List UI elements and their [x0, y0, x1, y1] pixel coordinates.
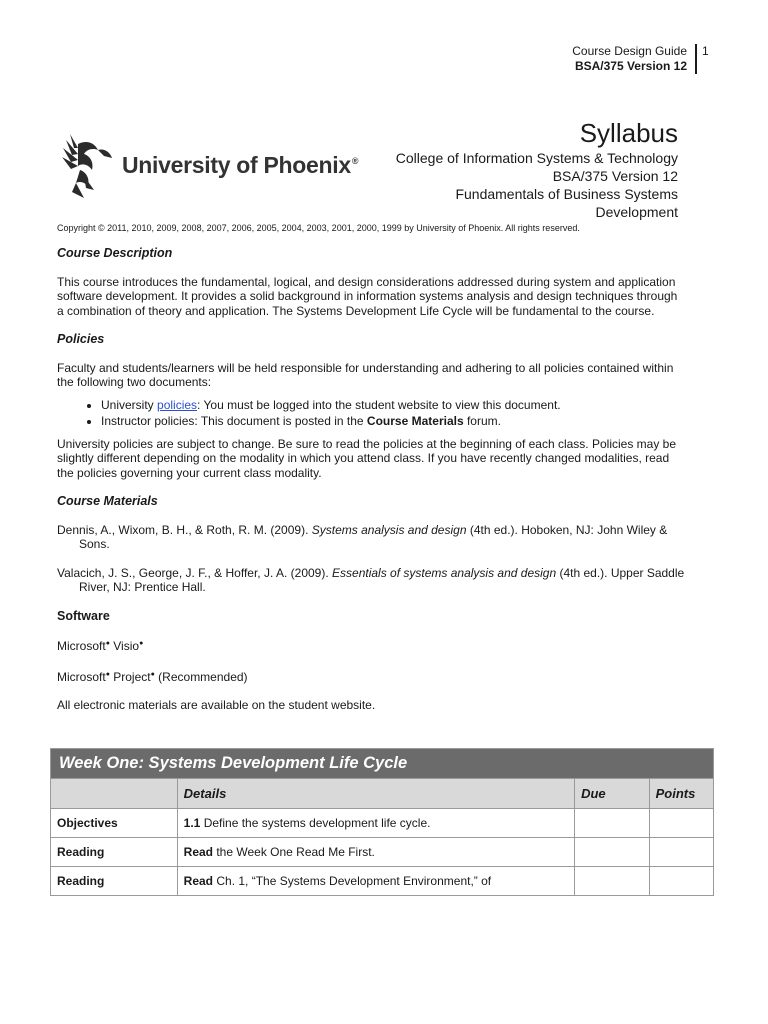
university-logo [60, 130, 370, 202]
reference-valacich: Valacich, J. S., George, J. F., & Hoffer, J. A. (2009). Essentials of systems analysis and design (4th ed.). Upper Saddle River, NJ: Prentice Hall. [57, 565, 685, 594]
policies-link[interactable]: policies [157, 397, 198, 412]
software-visio: Microsoft● Visio● [57, 639, 144, 653]
table-row [51, 809, 714, 838]
college-name: College of Information Systems & Technology [395, 150, 678, 166]
row-details: Read the Week One Read Me First. [177, 838, 574, 867]
row-due [575, 809, 650, 838]
running-header [572, 44, 697, 74]
materials-availability-note: All electronic materials are available on the student website. [57, 698, 376, 712]
row-details: 1.1 Define the systems development life cycle. [177, 809, 574, 838]
course-description-text: This course introduces the fundamental, logical, and design considerations addressed during system and application software development. It provides a solid background in information systems analysis and design techniques through a combination of theory and application. The Systems Development Life Cycle will be fundamental to the course. [57, 274, 678, 318]
row-label: Reading [51, 867, 178, 896]
course-code: BSA/375 Version 12 [552, 168, 678, 184]
table-row [51, 838, 714, 867]
list-item: • Instructor policies: This document is posted in the Course Materials forum. [101, 414, 687, 429]
table-row [51, 867, 714, 896]
row-label: Objectives [51, 809, 178, 838]
row-label: Reading [51, 838, 178, 867]
header-blank [51, 779, 178, 809]
header-due: Due [575, 779, 650, 809]
logo-wordmark: University of Phoenix® [122, 152, 359, 178]
week-banner: Week One: Systems Development Life Cycle [51, 749, 714, 779]
row-due [575, 838, 650, 867]
header-points: Points [649, 779, 713, 809]
policies-heading: Policies [57, 332, 105, 346]
row-points [649, 838, 713, 867]
table-header-row [51, 779, 714, 809]
page-number: 1 [702, 44, 709, 58]
course-version-label: BSA/375 Version 12 [574, 59, 687, 73]
week-one-table [50, 748, 714, 896]
row-due [575, 867, 650, 896]
reference-dennis: Dennis, A., Wixom, B. H., & Roth, R. M. (2009). Systems analysis and design (4th ed.). Hoboken, NJ: John Wiley & Sons. [57, 522, 668, 551]
policies-list [57, 398, 687, 429]
software-heading: Software [57, 608, 110, 623]
policies-note: University policies are subject to change. Be sure to read the policies at the beginning of each class. Policies may be slightly different depending on the modality in which you attend class. If you have recently changed modalities, read the policies governing your current class modality. [57, 436, 677, 480]
course-name-cont: Development [595, 204, 678, 220]
syllabus-body [57, 246, 687, 727]
list-item: • University policies: You must be logged into the student website to view this document. [101, 398, 687, 413]
row-details: Read Ch. 1, “The Systems Development Environment,” of [177, 867, 574, 896]
week-banner-row [51, 749, 714, 779]
row-points [649, 867, 713, 896]
copyright-notice: Copyright © 2011, 2010, 2009, 2008, 2007, 2006, 2005, 2004, 2003, 2001, 2000, 1999 by University of Phoenix. All rights reserved. [57, 223, 580, 233]
row-points [649, 809, 713, 838]
title-block [358, 118, 678, 220]
course-description-heading: Course Description [57, 246, 173, 260]
page-title: Syllabus [579, 118, 678, 148]
software-project: Microsoft● Project● (Recommended) [57, 669, 248, 684]
course-name: Fundamentals of Business Systems [455, 186, 678, 202]
header-details: Details [177, 779, 574, 809]
course-materials-heading: Course Materials [57, 494, 158, 508]
guide-label: Course Design Guide [572, 44, 687, 58]
policies-intro: Faculty and students/learners will be held responsible for understanding and adhering to all policies contained within the following two documents: [57, 360, 674, 389]
phoenix-bird-icon [60, 130, 120, 202]
